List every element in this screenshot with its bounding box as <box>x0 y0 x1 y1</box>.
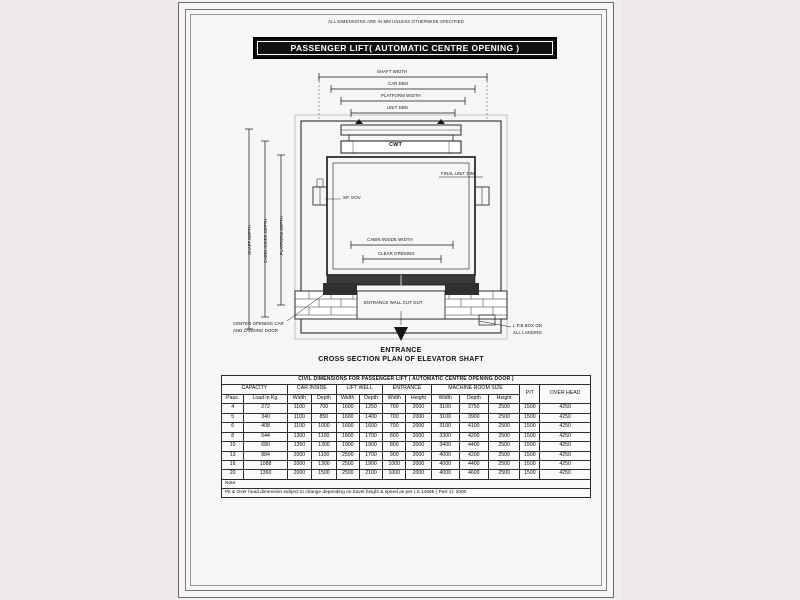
cell-mr-width: 4000 <box>431 470 459 479</box>
table-body <box>222 404 591 498</box>
cell-mr-width: 4000 <box>431 461 459 470</box>
cell-pass: 10 <box>222 442 244 451</box>
cell-well-width: 2500 <box>336 461 359 470</box>
civil-dimensions-table <box>221 375 591 498</box>
cell-mr-depth: 4200 <box>459 451 488 460</box>
label-platform-width: PLATFORM WIDTH <box>381 93 421 98</box>
cell-entrance-height: 2000 <box>406 461 432 470</box>
cell-car-depth: 850 <box>311 413 336 422</box>
cell-load: 1088 <box>244 461 288 470</box>
cell-car-width: 1100 <box>287 404 311 413</box>
sheet-title <box>253 37 557 59</box>
cell-car-depth: 1000 <box>311 423 336 432</box>
sub-header-entrance-height: Height <box>406 394 432 403</box>
cell-entrance-width: 900 <box>383 451 406 460</box>
sheet-title-text: PASSENGER LIFT( AUTOMATIC CENTRE OPENING ) <box>290 43 520 53</box>
table-row <box>222 470 591 479</box>
note-label: Note: <box>222 479 591 488</box>
cell-mr-width: 3100 <box>431 423 459 432</box>
table-row <box>222 461 591 470</box>
sub-header-car-depth: Depth <box>311 394 336 403</box>
label-lpb-box-line1: L.P.B.BOX ON <box>513 323 543 328</box>
cell-car-width: 1100 <box>287 413 311 422</box>
label-cabin-inside-depth: CABIN INSIDE DEPTH <box>263 218 268 263</box>
view-caption-entrance: ENTRANCE <box>380 347 422 354</box>
table-row <box>222 404 591 413</box>
cell-over-head: 4250 <box>540 432 591 441</box>
note-text: Pit & Over head dimension subject to change depending on travel height & speed as per I.S 14665 ( Part 1): 2000 <box>222 488 591 497</box>
paper-border-outer <box>185 9 607 591</box>
cell-entrance-width: 700 <box>383 423 406 432</box>
cell-pass: 6 <box>222 423 244 432</box>
sub-header-entrance-width: Width <box>383 394 406 403</box>
label-clear-opening: CLEAR OPENING <box>378 251 415 256</box>
label-car-dbg: CAR DBG <box>388 81 409 86</box>
cell-well-depth: 1400 <box>359 413 383 422</box>
cell-mr-width: 3100 <box>431 404 459 413</box>
right-margin <box>622 0 800 600</box>
group-header-over-head: OVER HEAD <box>540 385 591 404</box>
label-lpb-box-line2: ALL LANDING <box>513 330 542 335</box>
table-title-row <box>222 376 591 385</box>
cell-car-depth: 1500 <box>311 470 336 479</box>
cell-mr-width: 3300 <box>431 432 459 441</box>
cell-well-width: 1600 <box>336 413 359 422</box>
cell-well-depth: 1700 <box>359 432 383 441</box>
cell-over-head: 4250 <box>540 423 591 432</box>
table-row <box>222 451 591 460</box>
cell-pit: 1500 <box>520 423 540 432</box>
label-final-unit-dim: FINAL UNIT DIM <box>441 171 475 176</box>
table-group-header-row <box>222 385 591 394</box>
units-note: ALL DIMENSIONS ARE IN MM UNLESS OTHERWISE SPECIFIED <box>328 19 464 24</box>
cell-pass: 8 <box>222 432 244 441</box>
cell-car-width: 2000 <box>287 470 311 479</box>
cell-pit: 1500 <box>520 432 540 441</box>
cell-pit: 1500 <box>520 404 540 413</box>
cell-car-depth: 1100 <box>311 451 336 460</box>
cell-load: 340 <box>244 413 288 422</box>
cell-over-head: 4250 <box>540 442 591 451</box>
cell-mr-height: 2500 <box>488 470 519 479</box>
cell-pit: 1500 <box>520 451 540 460</box>
group-header-capacity: CAPACITY <box>222 385 288 394</box>
cell-entrance-width: 700 <box>383 413 406 422</box>
sub-header-pass: Pass. <box>222 394 244 403</box>
table-note-row <box>222 488 591 497</box>
cell-mr-width: 3400 <box>431 442 459 451</box>
cell-well-width: 1800 <box>336 432 359 441</box>
cell-pit: 1500 <box>520 442 540 451</box>
cell-mr-height: 2500 <box>488 461 519 470</box>
cell-over-head: 4250 <box>540 470 591 479</box>
cell-entrance-height: 2000 <box>406 451 432 460</box>
cell-well-depth: 1600 <box>359 423 383 432</box>
cell-pass: 20 <box>222 470 244 479</box>
cell-pit: 1500 <box>520 461 540 470</box>
cell-entrance-height: 2000 <box>406 442 432 451</box>
cell-load: 544 <box>244 432 288 441</box>
cell-mr-height: 2500 <box>488 413 519 422</box>
cell-car-depth: 1300 <box>311 461 336 470</box>
label-sp-gov: SP. GOV <box>343 195 361 200</box>
cell-over-head: 4250 <box>540 451 591 460</box>
sub-header-well-depth: Depth <box>359 394 383 403</box>
cell-pass: 16 <box>222 461 244 470</box>
cell-mr-depth: 4400 <box>459 461 488 470</box>
cell-well-width: 2500 <box>336 470 359 479</box>
label-platform-depth: PLATFORM DEPTH <box>279 216 284 255</box>
cell-well-depth: 2100 <box>359 470 383 479</box>
label-cabin-inside-width: CABIN INSIDE WIDTH <box>367 237 413 242</box>
cell-pit: 1500 <box>520 413 540 422</box>
cell-pit: 1500 <box>520 470 540 479</box>
cell-entrance-width: 1000 <box>383 470 406 479</box>
cell-entrance-height: 2000 <box>406 432 432 441</box>
cell-entrance-width: 800 <box>383 432 406 441</box>
label-center-opening-door-line2: AND LANDING DOOR <box>233 328 279 333</box>
cell-entrance-height: 2000 <box>406 423 432 432</box>
cell-entrance-height: 2000 <box>406 413 432 422</box>
cell-mr-depth: 4100 <box>459 423 488 432</box>
cell-entrance-width: 1000 <box>383 461 406 470</box>
cell-entrance-height: 2000 <box>406 404 432 413</box>
cell-over-head: 4250 <box>540 413 591 422</box>
cell-car-width: 1350 <box>287 442 311 451</box>
table-title: CIVIL DIMENSIONS FOR PASSENGER LIFT ( AUTOMATIC CENTRE OPENING DOOR ) <box>222 376 591 385</box>
cell-well-width: 1600 <box>336 404 359 413</box>
paper-border-inner <box>190 14 602 586</box>
cell-mr-width: 3100 <box>431 413 459 422</box>
sub-header-mr-height: Height <box>488 394 519 403</box>
group-header-pit: PIT <box>520 385 540 404</box>
cell-car-depth: 1300 <box>311 442 336 451</box>
cell-car-width: 2000 <box>287 451 311 460</box>
cell-mr-height: 2500 <box>488 423 519 432</box>
sub-header-well-width: Width <box>336 394 359 403</box>
cell-mr-depth: 3900 <box>459 413 488 422</box>
cell-pass: 4 <box>222 404 244 413</box>
sub-header-load: Load in Kg. <box>244 394 288 403</box>
cell-load: 1360 <box>244 470 288 479</box>
cell-well-width: 1600 <box>336 423 359 432</box>
table-note-label-row <box>222 479 591 488</box>
cell-mr-height: 2500 <box>488 404 519 413</box>
sub-header-mr-depth: Depth <box>459 394 488 403</box>
group-header-entrance: ENTRANCE <box>383 385 431 394</box>
left-margin <box>0 0 178 600</box>
label-center-opening-door-line1: CENTER OPENING CAR <box>233 321 284 326</box>
group-header-machine-room-size: MACHINE ROOM SIZE <box>431 385 520 394</box>
title-inner-border <box>257 41 553 55</box>
elevator-plan-drawing <box>191 59 611 369</box>
cell-well-depth: 1900 <box>359 461 383 470</box>
sub-header-car-width: Width <box>287 394 311 403</box>
group-header-lift-well: LIFT WELL <box>336 385 382 394</box>
cell-well-width: 2500 <box>336 451 359 460</box>
cell-mr-depth: 3750 <box>459 404 488 413</box>
cell-car-depth: 1100 <box>311 432 336 441</box>
table-row <box>222 423 591 432</box>
cell-car-width: 2000 <box>287 461 311 470</box>
label-shaft-depth: SHAFT DEPTH <box>247 225 252 255</box>
sub-header-mr-width: Width <box>431 394 459 403</box>
cell-mr-height: 2500 <box>488 432 519 441</box>
cell-mr-depth: 4200 <box>459 432 488 441</box>
label-entrance-wall-cut-out: ENTRANCE WALL CUT OUT <box>364 300 423 305</box>
cell-well-width: 1900 <box>336 442 359 451</box>
cell-well-depth: 1900 <box>359 442 383 451</box>
table-row <box>222 432 591 441</box>
cell-entrance-width: 700 <box>383 404 406 413</box>
group-header-car-inside: CAR INSIDE <box>287 385 336 394</box>
paper <box>178 2 614 598</box>
cell-well-depth: 1700 <box>359 451 383 460</box>
cell-over-head: 4250 <box>540 461 591 470</box>
cell-entrance-height: 2000 <box>406 470 432 479</box>
cell-entrance-width: 800 <box>383 442 406 451</box>
cell-well-depth: 1250 <box>359 404 383 413</box>
view-caption-cross-section: CROSS SECTION PLAN OF ELEVATOR SHAFT <box>318 356 484 363</box>
label-cwt: CWT <box>389 142 403 148</box>
label-unit-dbg: UNIT DBG <box>387 105 409 110</box>
cell-pass: 5 <box>222 413 244 422</box>
cell-load: 680 <box>244 442 288 451</box>
cell-mr-width: 4000 <box>431 451 459 460</box>
table-row <box>222 442 591 451</box>
cell-car-width: 1100 <box>287 423 311 432</box>
cell-mr-height: 2500 <box>488 442 519 451</box>
cell-load: 884 <box>244 451 288 460</box>
cell-load: 272 <box>244 404 288 413</box>
civil-dimensions-table-wrap <box>221 375 591 498</box>
table-row <box>222 413 591 422</box>
cell-car-width: 1300 <box>287 432 311 441</box>
cell-over-head: 4250 <box>540 404 591 413</box>
cell-mr-depth: 4400 <box>459 442 488 451</box>
cell-car-depth: 700 <box>311 404 336 413</box>
cell-mr-depth: 4600 <box>459 470 488 479</box>
label-shaft-width: SHAFT WIDTH <box>377 69 408 74</box>
cell-pass: 13 <box>222 451 244 460</box>
cell-mr-height: 2500 <box>488 451 519 460</box>
cell-load: 408 <box>244 423 288 432</box>
